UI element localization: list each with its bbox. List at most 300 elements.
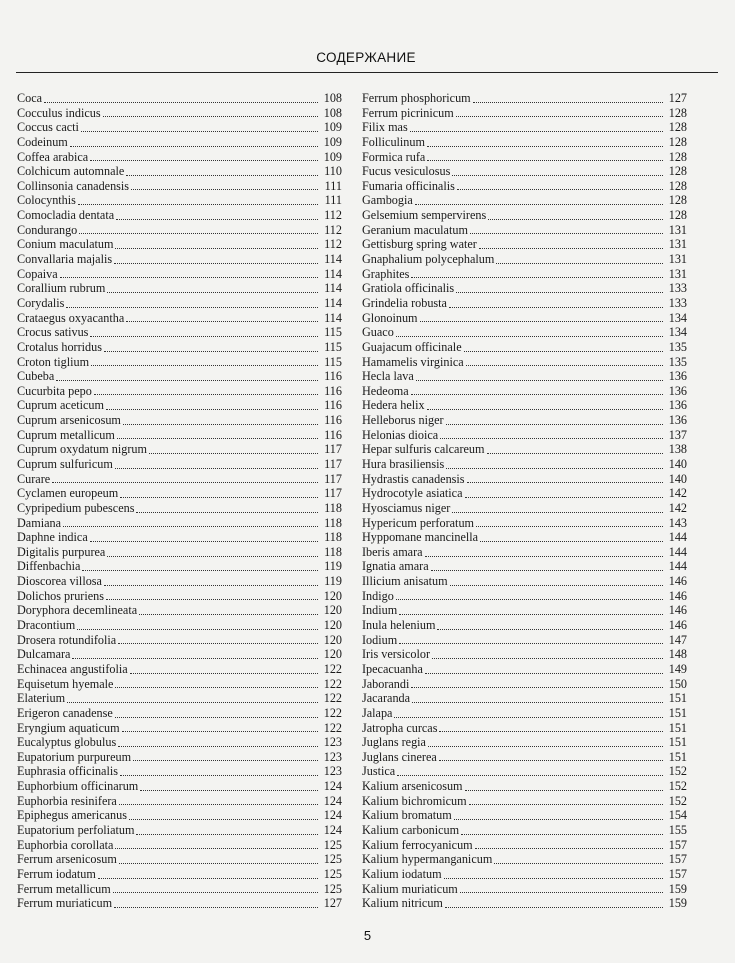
toc-entry: [362, 355, 687, 370]
toc-leader-dots: [465, 495, 663, 498]
toc-leader-dots: [427, 158, 663, 161]
toc-entry: [17, 647, 342, 662]
toc-leader-dots: [56, 378, 318, 381]
toc-leader-dots: [107, 290, 318, 293]
toc-entry-title: Justica: [362, 764, 396, 779]
toc-entry-page: 123: [323, 749, 342, 764]
toc-entry-page: 142: [668, 486, 687, 501]
toc-entry-page: 140: [668, 471, 687, 486]
toc-leader-dots: [410, 129, 663, 132]
toc-entry-page: 118: [324, 544, 342, 559]
toc-entry-title: Ferrum iodatum: [17, 866, 96, 881]
toc-leader-dots: [445, 905, 663, 908]
toc-entry: [17, 135, 342, 150]
toc-entry-page: 140: [668, 457, 687, 471]
toc-entry-title: Euphrasia officinalis: [17, 764, 118, 779]
toc-entry: [17, 442, 342, 457]
toc-leader-dots: [427, 144, 663, 147]
toc-entry-title: Kalium bromatum: [362, 808, 452, 823]
toc-entry-title: Inula helenium: [362, 618, 436, 633]
toc-entry-page: 119: [324, 574, 342, 589]
toc-entry-page: 122: [323, 720, 342, 735]
toc-entry-title: Cuprum oxydatum nigrum: [17, 442, 147, 457]
toc-leader-dots: [104, 583, 318, 586]
toc-entry: [17, 603, 342, 618]
toc-entry-title: Cubeba: [17, 369, 55, 384]
toc-entry-title: Echinacea angustifolia: [17, 661, 128, 676]
toc-entry: [362, 647, 687, 662]
toc-leader-dots: [425, 671, 663, 674]
toc-leader-dots: [437, 627, 663, 630]
toc-entry-title: Epiphegus americanus: [17, 808, 127, 823]
toc-entry-title: Euphorbium officinarum: [17, 779, 139, 794]
toc-entry-title: Illicium anisatum: [362, 574, 448, 589]
toc-entry-page: 124: [323, 823, 342, 838]
toc-entry-page: 144: [668, 559, 687, 574]
toc-entry: [362, 603, 687, 618]
toc-entry-page: 155: [668, 823, 687, 838]
toc-entry: [362, 311, 687, 326]
toc-entry-title: Conium maculatum: [17, 237, 114, 252]
toc-entry-page: 144: [668, 530, 687, 545]
toc-leader-dots: [480, 539, 663, 542]
toc-entry-title: Cuprum metallicum: [17, 427, 115, 442]
toc-entry-page: 128: [668, 149, 687, 164]
toc-entry-title: Euphorbia resinifera: [17, 793, 117, 808]
toc-entry: [362, 882, 687, 897]
toc-entry-page: 133: [668, 295, 687, 310]
toc-leader-dots: [399, 612, 663, 615]
toc-entry-title: Jaborandi: [362, 676, 410, 691]
toc-entry-title: Gnaphalium polycephalum: [362, 252, 495, 267]
toc-entry-title: Formica rufa: [362, 149, 426, 164]
toc-leader-dots: [139, 612, 318, 615]
toc-leader-dots: [470, 231, 663, 234]
toc-entry-title: Euphorbia corollata: [17, 837, 114, 852]
toc-entry-page: 128: [668, 193, 687, 208]
toc-entry-title: Drosera rotundifolia: [17, 632, 117, 647]
toc-entry-title: Elaterium: [17, 691, 66, 706]
toc-leader-dots: [479, 246, 663, 249]
toc-entry: [362, 764, 687, 779]
toc-entry: [17, 618, 342, 633]
toc-entry: [17, 252, 342, 267]
toc-entry-page: 151: [668, 735, 687, 750]
toc-leader-dots: [122, 729, 318, 732]
toc-leader-dots: [475, 846, 663, 849]
toc-entry-title: Kalium nitricum: [362, 896, 443, 911]
toc-leader-dots: [129, 817, 318, 820]
toc-entry: [17, 750, 342, 765]
toc-leader-dots: [440, 436, 663, 439]
toc-leader-dots: [107, 554, 318, 557]
toc-entry-title: Daphne indica: [17, 530, 88, 545]
toc-entry-page: 120: [323, 588, 342, 603]
toc-entry-title: Ferrum phosphoricum: [362, 90, 471, 105]
toc-entry-title: Kalium muriaticum: [362, 881, 458, 896]
toc-entry: [362, 223, 687, 238]
toc-entry-title: Dracontium: [17, 618, 76, 633]
toc-leader-dots: [52, 480, 318, 483]
toc-entry-title: Kalium arsenicosum: [362, 779, 463, 794]
toc-leader-dots: [420, 319, 663, 322]
toc-entry-page: 120: [323, 618, 342, 633]
toc-leader-dots: [487, 451, 664, 454]
toc-entry-title: Fucus vesiculosus: [362, 164, 451, 179]
toc-leader-dots: [98, 876, 318, 879]
toc-entry-page: 112: [324, 237, 342, 252]
toc-entry: [362, 486, 687, 501]
toc-entry-title: Eupatorium purpureum: [17, 749, 132, 764]
toc-entry-page: 108: [323, 105, 342, 120]
toc-entry-title: Gambogia: [362, 193, 413, 208]
toc-entry-page: 150: [668, 676, 687, 691]
toc-entry-title: Kalium hypermanganicum: [362, 852, 493, 867]
toc-leader-dots: [396, 334, 663, 337]
toc-entry-title: Guaco: [362, 325, 394, 340]
toc-leader-dots: [399, 641, 663, 644]
toc-entry: [17, 384, 342, 399]
toc-leader-dots: [456, 114, 663, 117]
toc-entry-title: Gettisburg spring water: [362, 237, 477, 252]
toc-entry: [17, 735, 342, 750]
toc-entry-page: 152: [668, 764, 687, 779]
toc-entry: [362, 179, 687, 194]
toc-entry: [17, 281, 342, 296]
toc-entry: [17, 662, 342, 677]
toc-entry-title: Coccus cacti: [17, 120, 79, 135]
toc-leader-dots: [106, 407, 318, 410]
toc-entry-title: Colchicum automnale: [17, 164, 125, 179]
toc-entry-page: 116: [324, 383, 342, 398]
page-title: СОДЕРЖАНИЕ: [316, 50, 416, 65]
toc-entry: [17, 472, 342, 487]
toc-entry-title: Cuprum sulfuricum: [17, 457, 113, 471]
toc-entry: [17, 706, 342, 721]
toc-leader-dots: [115, 846, 318, 849]
toc-leader-dots: [394, 715, 663, 718]
toc-leader-dots: [66, 305, 318, 308]
toc-entry: [17, 794, 342, 809]
toc-entry: [17, 208, 342, 223]
toc-entry-title: Filix mas: [362, 120, 408, 135]
toc-entry-page: 120: [323, 603, 342, 618]
toc-leader-dots: [432, 656, 663, 659]
toc-entry-title: Codeinum: [17, 134, 68, 149]
toc-entry-title: Hecla lava: [362, 369, 414, 384]
toc-entry-page: 134: [668, 325, 687, 340]
toc-entry-title: Guajacum officinale: [362, 339, 462, 354]
toc-entry-page: 114: [324, 310, 342, 325]
toc-leader-dots: [115, 685, 318, 688]
toc-leader-dots: [67, 700, 318, 703]
toc-entry-page: 122: [323, 661, 342, 676]
toc-entry: [362, 442, 687, 457]
toc-entry: [362, 574, 687, 589]
toc-entry-page: 134: [668, 310, 687, 325]
toc-entry: [17, 823, 342, 838]
toc-leader-dots: [115, 466, 318, 469]
toc-leader-dots: [439, 758, 663, 761]
toc-leader-dots: [454, 817, 663, 820]
toc-leader-dots: [396, 597, 663, 600]
toc-entry-page: 133: [668, 281, 687, 296]
toc-entry-title: Kalium carbonicum: [362, 823, 460, 838]
toc-entry: [362, 516, 687, 531]
toc-leader-dots: [149, 451, 318, 454]
toc-leader-dots: [90, 158, 318, 161]
toc-entry-title: Hedera helix: [362, 398, 425, 413]
toc-entry-page: 131: [668, 266, 687, 281]
toc-entry-title: Cyclamen europeum: [17, 486, 119, 501]
toc-entry-page: 114: [324, 266, 342, 281]
toc-entry: [17, 355, 342, 370]
toc-entry: [17, 340, 342, 355]
toc-entry: [362, 545, 687, 560]
toc-entry-title: Cuprum aceticum: [17, 398, 104, 413]
toc-entry-page: 131: [668, 252, 687, 267]
toc-entry-title: Hedeoma: [362, 383, 409, 398]
toc-entry-title: Hura brasiliensis: [362, 457, 445, 471]
toc-leader-dots: [120, 773, 318, 776]
toc-entry-page: 136: [668, 369, 687, 384]
toc-entry-page: 151: [668, 705, 687, 720]
toc-entry: [362, 413, 687, 428]
toc-leader-dots: [136, 832, 318, 835]
toc-entry-title: Ferrum arsenicosum: [17, 852, 117, 867]
toc-entry-page: 124: [323, 808, 342, 823]
toc-entry-page: 115: [324, 354, 342, 369]
toc-leader-dots: [115, 715, 318, 718]
toc-entry-title: Ipecacuanha: [362, 661, 423, 676]
toc-entry: [362, 706, 687, 721]
toc-entry: [362, 618, 687, 633]
toc-entry: [362, 677, 687, 692]
toc-entry-page: 146: [668, 574, 687, 589]
toc-entry-title: Cuprum arsenicosum: [17, 413, 121, 428]
toc-leader-dots: [416, 378, 663, 381]
toc-entry-page: 147: [668, 632, 687, 647]
toc-entry-page: 115: [324, 325, 342, 340]
toc-entry-page: 157: [668, 837, 687, 852]
toc-entry: [362, 193, 687, 208]
toc-entry-title: Hydrocotyle asiatica: [362, 486, 463, 501]
toc-entry-page: 151: [668, 749, 687, 764]
toc-leader-dots: [439, 729, 663, 732]
toc-entry: [362, 823, 687, 838]
toc-entry: [17, 267, 342, 282]
toc-entry-title: Diffenbachia: [17, 559, 81, 574]
toc-entry-title: Hyosciamus niger: [362, 500, 451, 515]
toc-entry-page: 151: [668, 691, 687, 706]
toc-entry-page: 144: [668, 544, 687, 559]
toc-leader-dots: [126, 319, 318, 322]
toc-entry-page: 138: [668, 442, 687, 457]
toc-leader-dots: [473, 100, 663, 103]
toc-entry-title: Gelsemium sempervirens: [362, 208, 487, 223]
toc-entry: [17, 764, 342, 779]
toc-entry-page: 120: [323, 647, 342, 662]
toc-entry: [362, 150, 687, 165]
toc-leader-dots: [411, 275, 663, 278]
toc-entry-page: 136: [668, 413, 687, 428]
toc-entry: [362, 164, 687, 179]
toc-entry: [362, 721, 687, 736]
toc-entry-title: Corallium rubrum: [17, 281, 106, 296]
toc-leader-dots: [140, 788, 318, 791]
toc-entry: [362, 457, 687, 472]
toc-entry-title: Hyppomane mancinella: [362, 530, 479, 545]
toc-entry-title: Curare: [17, 471, 51, 486]
toc-entry-title: Dulcamara: [17, 647, 71, 662]
toc-entry: [17, 369, 342, 384]
toc-entry: [362, 135, 687, 150]
toc-leader-dots: [118, 641, 318, 644]
toc-entry-page: 110: [324, 164, 342, 179]
toc-leader-dots: [460, 890, 663, 893]
toc-entry: [17, 896, 342, 911]
toc-entry: [17, 838, 342, 853]
toc-entry-title: Iodium: [362, 632, 398, 647]
toc-entry: [362, 281, 687, 296]
toc-entry-page: 127: [668, 90, 687, 105]
toc-entry-title: Helonias dioica: [362, 427, 439, 442]
toc-leader-dots: [452, 510, 663, 513]
toc-entry: [17, 179, 342, 194]
toc-entry: [362, 208, 687, 223]
toc-leader-dots: [106, 597, 318, 600]
toc-leader-dots: [119, 802, 318, 805]
toc-entry: [17, 164, 342, 179]
toc-entry-page: 117: [324, 471, 342, 486]
toc-entry-title: Jalapa: [362, 705, 393, 720]
toc-entry-title: Coca: [17, 90, 43, 105]
toc-leader-dots: [452, 173, 663, 176]
toc-entry: [362, 750, 687, 765]
toc-entry-page: 142: [668, 500, 687, 515]
toc-leader-dots: [469, 802, 663, 805]
toc-entry-page: 148: [668, 647, 687, 662]
toc-entry-title: Cypripedium pubescens: [17, 500, 135, 515]
toc-entry: [362, 398, 687, 413]
toc-entry: [17, 882, 342, 897]
toc-entry-title: Ferrum muriaticum: [17, 896, 113, 911]
toc-entry-title: Hepar sulfuris calcareum: [362, 442, 485, 457]
toc-entry-page: 118: [324, 530, 342, 545]
toc-entry-page: 157: [668, 852, 687, 867]
toc-leader-dots: [450, 583, 663, 586]
toc-leader-dots: [461, 832, 663, 835]
toc-leader-dots: [466, 363, 663, 366]
toc-entry-page: 146: [668, 618, 687, 633]
toc-leader-dots: [114, 905, 318, 908]
toc-entry: [362, 384, 687, 399]
toc-entry: [17, 311, 342, 326]
toc-entry: [17, 721, 342, 736]
toc-entry-page: 114: [324, 295, 342, 310]
toc-entry-title: Eucalyptus globulus: [17, 735, 117, 750]
toc-entry-page: 159: [668, 896, 687, 911]
toc-entry-title: Graphites: [362, 266, 410, 281]
toc-entry-page: 152: [668, 779, 687, 794]
toc-leader-dots: [465, 788, 663, 791]
toc-leader-dots: [104, 349, 318, 352]
toc-leader-dots: [94, 392, 318, 395]
toc-entry-page: 123: [323, 735, 342, 750]
toc-entry-page: 136: [668, 383, 687, 398]
toc-leader-dots: [496, 261, 663, 264]
toc-right-column: [362, 91, 687, 911]
toc-leader-dots: [446, 422, 663, 425]
toc-entry: [17, 589, 342, 604]
toc-entry-title: Fumaria officinalis: [362, 178, 455, 193]
toc-entry: [362, 808, 687, 823]
toc-leader-dots: [103, 114, 318, 117]
toc-entry-page: 122: [323, 705, 342, 720]
toc-entry: [362, 91, 687, 106]
toc-entry-page: 108: [323, 90, 342, 105]
toc-entry-title: Hamamelis virginica: [362, 354, 464, 369]
toc-entry: [362, 735, 687, 750]
toc-entry: [17, 120, 342, 135]
toc-leader-dots: [397, 773, 663, 776]
toc-entry-title: Croton tiglium: [17, 354, 90, 369]
toc-entry-title: Crataegus oxyacantha: [17, 310, 125, 325]
toc-entry-page: 120: [323, 632, 342, 647]
toc-entry: [362, 120, 687, 135]
toc-leader-dots: [136, 510, 318, 513]
toc-entry-title: Doryphora decemlineata: [17, 603, 138, 618]
toc-entry-title: Ignatia amara: [362, 559, 429, 574]
toc-entry: [17, 150, 342, 165]
toc-entry-page: 128: [668, 134, 687, 149]
toc-entry-page: 124: [323, 793, 342, 808]
toc-leader-dots: [63, 524, 318, 527]
toc-entry-page: 118: [324, 515, 342, 530]
toc-entry: [17, 852, 342, 867]
toc-leader-dots: [91, 363, 318, 366]
toc-leader-dots: [60, 275, 318, 278]
toc-leader-dots: [79, 231, 318, 234]
toc-entry-title: Condurango: [17, 222, 78, 237]
toc-entry-title: Eryngium aquaticum: [17, 720, 120, 735]
toc-entry-page: 135: [668, 354, 687, 369]
toc-entry: [362, 340, 687, 355]
toc-entry-page: 112: [324, 222, 342, 237]
toc-leader-dots: [72, 656, 318, 659]
toc-entry-page: 143: [668, 515, 687, 530]
toc-leader-dots: [476, 524, 663, 527]
toc-entry-title: Crocus sativus: [17, 325, 89, 340]
toc-entry-title: Folliculinum: [362, 134, 425, 149]
toc-entry-page: 117: [324, 457, 342, 471]
toc-entry-title: Cucurbita pepo: [17, 383, 92, 398]
toc-entry-page: 128: [668, 208, 687, 223]
toc-entry: [362, 237, 687, 252]
toc-entry: [17, 223, 342, 238]
toc-entry-title: Damiana: [17, 515, 61, 530]
toc-entry-page: 128: [668, 178, 687, 193]
toc-leader-dots: [449, 305, 663, 308]
toc-entry-page: 151: [668, 720, 687, 735]
toc-entry: [17, 91, 342, 106]
toc-entry-page: 157: [668, 866, 687, 881]
toc-entry-title: Ferrum metallicum: [17, 881, 111, 896]
toc-leader-dots: [488, 217, 663, 220]
toc-entry-page: 128: [668, 105, 687, 120]
toc-entry: [17, 691, 342, 706]
toc-leader-dots: [120, 495, 318, 498]
